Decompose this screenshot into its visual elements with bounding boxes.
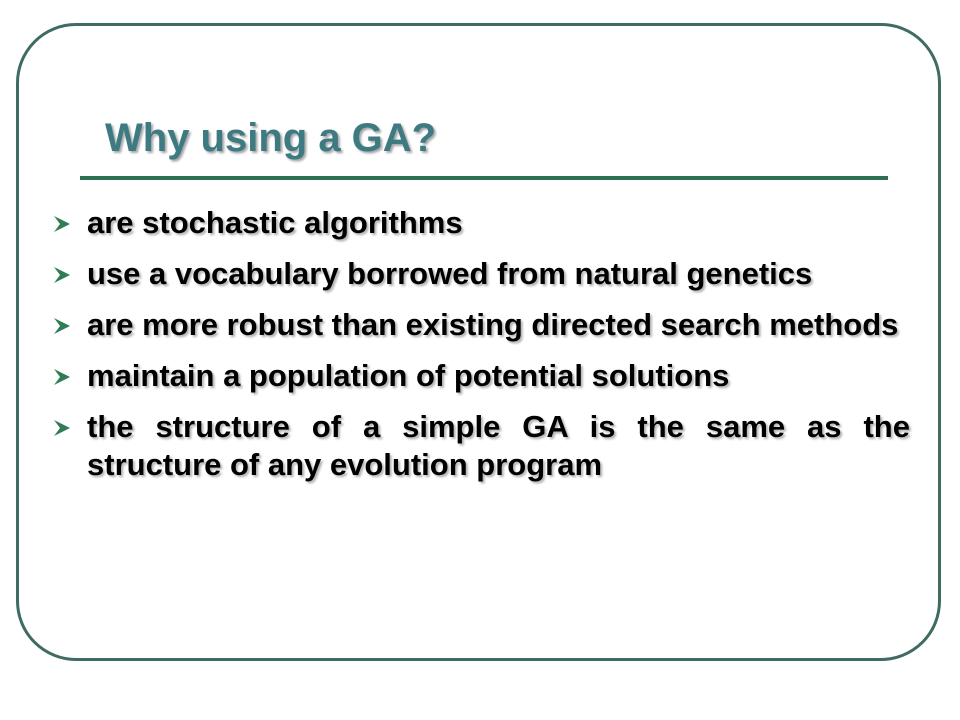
bullet-text: use a vocabulary borrowed from natural genetics (87, 256, 813, 291)
arrowhead-bullet-icon (52, 367, 72, 387)
slide-title: Why using a GA? (105, 116, 437, 160)
bullet-item-5 (52, 408, 910, 484)
arrowhead-bullet-icon (52, 214, 72, 234)
bullet-text: are stochastic algorithms (87, 205, 463, 240)
bullet-text: the structure of a simple GA is the same as the structure of any evolution program (87, 409, 910, 482)
bullet-item-4 (52, 357, 910, 395)
arrowhead-bullet-icon (52, 265, 72, 285)
bullet-item-1 (52, 204, 910, 242)
bullet-text: are more robust than existing directed search methods (87, 307, 899, 342)
bullet-text: maintain a population of potential solutions (87, 358, 730, 393)
bullet-item-3 (52, 306, 910, 344)
bullet-list (52, 204, 910, 497)
title-underline (80, 176, 888, 180)
arrowhead-bullet-icon (52, 418, 72, 438)
arrowhead-bullet-icon (52, 316, 72, 336)
bullet-item-2 (52, 255, 910, 293)
